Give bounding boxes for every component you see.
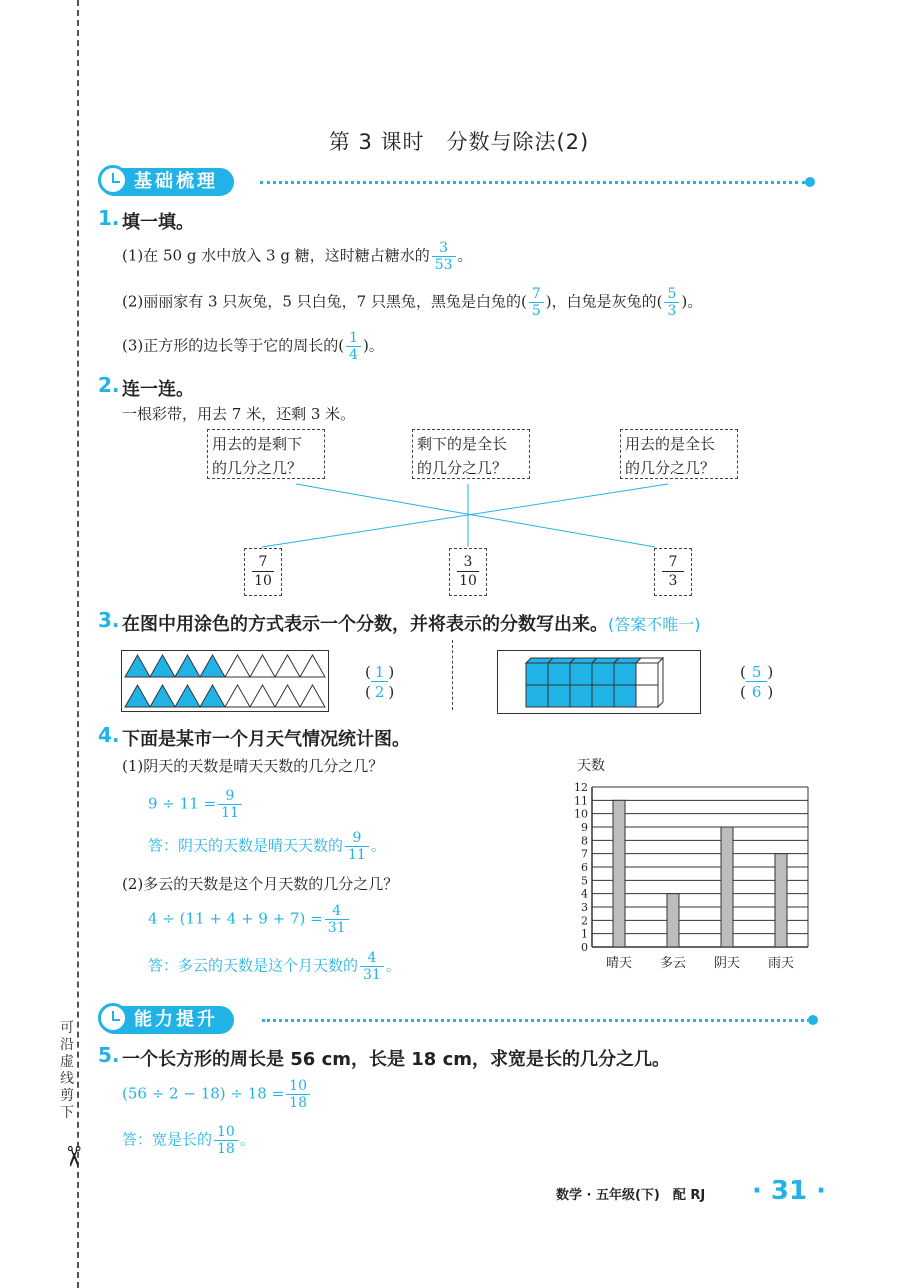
shaded-triangle	[125, 655, 150, 677]
bar	[613, 800, 625, 947]
q4-part2-calc: 4 ÷ (11 + 4 + 9 + 7) = $\frac{4}{31}$	[148, 903, 351, 936]
triangle	[300, 685, 325, 707]
triangle	[225, 685, 250, 707]
question-text: 一个长方形的周长是 56 cm，长是 18 cm，求宽是长的几分之几。	[122, 1049, 671, 1070]
q1-part3: (3)正方形的边长等于它的周长的( $\frac{1}{4}$ )。	[122, 330, 384, 363]
shaded-cube	[526, 685, 548, 707]
question-number: 2.	[98, 373, 120, 397]
y-tick-label: 8	[581, 834, 588, 848]
shaded-cube	[570, 663, 592, 685]
shaded-triangle	[150, 685, 175, 707]
cube-grid	[498, 651, 700, 713]
shaded-triangle	[175, 685, 200, 707]
answer-fraction: $\frac{3}{53}$	[432, 240, 456, 273]
shaded-triangle	[125, 685, 150, 707]
q1-part1: (1)在 50 g 水中放入 3 g 糖，这时糖占糖水的 $\frac{3}{53}$ 。	[122, 240, 473, 273]
x-tick-label: 晴天	[605, 956, 633, 971]
y-tick-label: 0	[581, 941, 588, 954]
page-number: · 31 ·	[752, 1176, 827, 1206]
y-tick-label: 6	[581, 861, 588, 874]
scissors-icon: ✂	[57, 1144, 91, 1169]
y-tick-label: 9	[581, 821, 588, 834]
shaded-triangle	[150, 655, 175, 677]
match-question-box[interactable]: 用去的是剩下 的几分之几？	[207, 429, 325, 479]
fig2-answer: ( 5 ) ( 6 )	[740, 663, 774, 701]
y-tick-label: 12	[574, 781, 588, 794]
question-text: 在图中用涂色的方式表示一个分数，并将表示的分数写出来。(答案不唯一)	[122, 614, 701, 635]
shaded-cube	[526, 663, 548, 685]
match-question-box[interactable]: 剩下的是全长 的几分之几？	[412, 429, 530, 479]
triangle	[275, 655, 300, 677]
shaded-triangle	[200, 655, 225, 677]
banner-end-dot	[808, 1015, 818, 1025]
x-tick-label: 雨天	[767, 956, 795, 971]
y-tick-label: 11	[574, 794, 588, 808]
triangle	[250, 655, 275, 677]
shaded-cube	[614, 685, 636, 707]
y-tick-label: 5	[581, 874, 588, 888]
banner-label: 能力提升	[100, 1006, 234, 1034]
q4-part2: (2)多云的天数是这个月天数的几分之几？	[122, 875, 399, 893]
triangle	[275, 685, 300, 707]
triangle	[250, 685, 275, 707]
section-banner-advanced	[100, 1006, 820, 1036]
weather-bar-chart	[560, 775, 830, 975]
q2-intro: 一根彩带，用去 7 米，还剩 3 米。	[122, 405, 356, 423]
triangle	[225, 655, 250, 677]
bar	[775, 854, 787, 947]
triangle-grid	[122, 651, 328, 711]
match-fraction-box[interactable]: $\frac{7}{3}$	[654, 548, 692, 596]
answer-fraction: $\frac{7}{5}$	[529, 286, 544, 319]
triangle	[300, 655, 325, 677]
cut-hint: 可沿虚线剪下	[60, 1020, 74, 1121]
question-text: 连一连。	[122, 379, 194, 400]
shaded-cube	[570, 685, 592, 707]
shaded-triangle	[200, 685, 225, 707]
triangle-figure	[121, 650, 329, 712]
shaded-cube	[548, 663, 570, 685]
question-text: 填一填。	[122, 212, 194, 233]
chart-y-label: 天数	[577, 758, 605, 774]
shaded-cube	[548, 685, 570, 707]
banner-label: 基础梳理	[100, 168, 234, 196]
q5-answer: 答：宽是长的 $\frac{10}{18}$ 。	[122, 1124, 255, 1157]
y-tick-label: 3	[581, 901, 588, 914]
bar	[667, 894, 679, 947]
question-number: 1.	[98, 206, 120, 230]
answer-fraction: $\frac{5}{3}$	[664, 286, 679, 319]
question-number: 4.	[98, 723, 120, 747]
match-fraction-box[interactable]: $\frac{3}{10}$	[449, 548, 487, 596]
x-tick-label: 阴天	[713, 956, 741, 971]
question-number: 5.	[98, 1043, 120, 1067]
y-tick-label: 4	[581, 887, 588, 901]
q4-part1-calc: 9 ÷ 11 = $\frac{9}{11}$	[148, 788, 244, 821]
cube	[636, 685, 658, 707]
match-line	[262, 484, 668, 547]
y-tick-label: 1	[581, 927, 588, 941]
match-fraction-box[interactable]: $\frac{7}{10}$	[244, 548, 282, 596]
lesson-title: 第 3 课时 分数与除法(2)	[328, 130, 590, 154]
q4-part1: (1)阴天的天数是晴天天数的几分之几？	[122, 757, 384, 775]
divider	[452, 640, 453, 710]
match-line	[296, 484, 655, 547]
answer-fraction: $\frac{1}{4}$	[346, 330, 361, 363]
q5-calc: (56 ÷ 2 − 18) ÷ 18 = $\frac{10}{18}$	[122, 1078, 312, 1111]
cube-side	[658, 658, 663, 707]
y-tick-label: 7	[581, 847, 588, 861]
cube	[636, 663, 658, 685]
question-number: 3.	[98, 608, 120, 632]
banner-dotted-line	[262, 1019, 810, 1022]
y-tick-label: 10	[574, 807, 588, 821]
q1-part2: (2)丽丽家有 3 只灰兔，5 只白兔，7 只黑兔，黑兔是白兔的( $\frac{7}{5}$ )，白兔是灰兔的( $\frac{5}{3}$ )。	[122, 286, 703, 319]
clock-icon	[98, 1003, 128, 1033]
shaded-cube	[592, 663, 614, 685]
shaded-cube	[592, 685, 614, 707]
cube-figure	[497, 650, 701, 714]
bar	[721, 827, 733, 947]
question-text: 下面是某市一个月天气情况统计图。	[122, 729, 410, 750]
shaded-triangle	[175, 655, 200, 677]
fig1-answer: ( 1 ) ( 2 )	[365, 663, 395, 701]
q4-part2-answer: 答：多云的天数是这个月天数的 $\frac{4}{31}$ 。	[148, 950, 401, 983]
match-question-box[interactable]: 用去的是全长 的几分之几？	[620, 429, 738, 479]
footer-book-info: 数学 · 五年级(下) 配 RJ	[556, 1188, 706, 1203]
x-tick-label: 多云	[659, 956, 687, 971]
q4-part1-answer: 答：阴天的天数是晴天天数的 $\frac{9}{11}$ 。	[148, 830, 386, 863]
y-tick-label: 2	[581, 914, 588, 928]
shaded-cube	[614, 663, 636, 685]
